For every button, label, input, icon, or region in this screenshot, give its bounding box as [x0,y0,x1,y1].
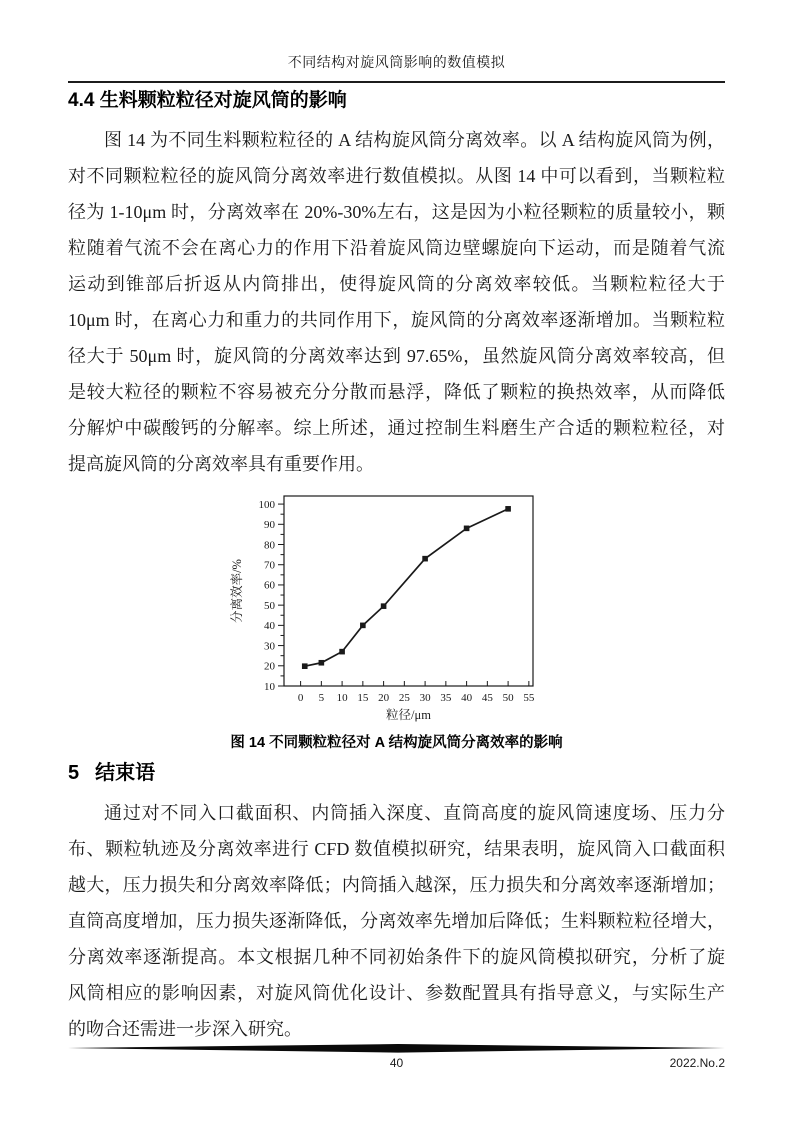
paragraph-line: 通过对不同入口截面积、内筒插入深度、直筒高度的旋风筒速度场、压力分 [104,803,725,823]
svg-text:90: 90 [263,519,275,532]
paragraph-line: 的吻合还需进一步深入研究。 [68,1019,302,1039]
svg-text:10: 10 [336,692,348,704]
paragraph-line: 风筒相应的影响因素，对旋风筒优化设计、参数配置具有指导意义，与实际生产 [68,983,725,1003]
svg-text:50: 50 [502,692,514,704]
figure-14-caption: 图 14 不同颗粒粒径对 A 结构旋风筒分离效率的影响 [230,735,563,751]
paragraph-line: 径大于 50μm 时，旋风筒的分离效率达到 97.65%，虽然旋风筒分离效率较高，但 [68,346,725,366]
section-4-4-heading: 4.4 生料颗粒粒径对旋风筒的影响 [68,90,347,111]
svg-text:0: 0 [297,692,303,704]
svg-text:30: 30 [263,640,275,653]
paragraph-1 [68,122,725,482]
issue-label: 2022.No.2 [669,1056,725,1070]
paragraph-line: 对不同颗粒粒径的旋风筒分离效率进行数值模拟。从图 14 中可以看到，当颗粒粒 [68,166,725,186]
paragraph-line: 提高旋风筒的分离效率具有重要作用。 [68,454,374,474]
svg-text:50: 50 [263,599,275,612]
svg-text:40: 40 [460,692,472,704]
svg-text:55: 55 [522,692,534,704]
svg-text:5: 5 [318,692,324,704]
footer-rule [68,1044,725,1053]
running-head: 不同结构对旋风筒影响的数值模拟 [68,54,725,83]
svg-text:30: 30 [419,692,431,704]
paragraph-line: 越大，压力损失和分离效率降低；内筒插入越深，压力损失和分离效率逐渐增加； [68,875,725,895]
paragraph-line: 直筒高度增加，压力损失逐渐降低，分离效率先增加后降低；生料颗粒粒径增大， [68,911,725,931]
svg-text:15: 15 [356,692,368,704]
figure-14 [68,486,725,753]
svg-text:10: 10 [263,680,275,693]
svg-text:粒径/μm: 粒径/μm [385,708,431,722]
paragraph-line: 分解炉中碳酸钙的分解率。综上所述，通过控制生料磨生产合适的颗粒粒径，对 [68,418,725,438]
svg-text:40: 40 [263,620,275,633]
svg-text:20: 20 [263,660,275,673]
paragraph-line: 运动到锥部后折返从内筒排出，使得旋风筒的分离效率较低。当颗粒粒径大于 [68,274,725,294]
paragraph-line: 10μm 时，在离心力和重力的共同作用下，旋风筒的分离效率逐渐增加。当颗粒粒 [68,310,725,330]
svg-text:100: 100 [258,498,275,511]
svg-text:70: 70 [263,559,275,572]
paragraph-line: 分离效率逐渐提高。本文根据几种不同初始条件下的旋风筒模拟研究，分析了旋 [68,947,725,967]
paragraph-line: 图 14 为不同生料颗粒粒径的 A 结构旋风筒分离效率。以 A 结构旋风筒为例， [104,130,725,150]
figure-14-line-chart [227,486,567,726]
svg-text:45: 45 [481,692,493,704]
page-footer [68,1044,725,1071]
paragraph-line: 是较大粒径的颗粒不容易被充分分散而悬浮，降低了颗粒的换热效率，从而降低 [68,382,725,402]
paragraph-2 [68,795,725,1047]
footer-row [68,1055,725,1071]
svg-text:35: 35 [439,692,451,704]
svg-text:25: 25 [398,692,410,704]
svg-text:分离效率/%: 分离效率/% [229,559,244,623]
page-number: 40 [389,1056,404,1070]
section-5-title: 结束语 [95,762,156,784]
section-5-number: 5 [68,762,80,784]
paragraph-line: 粒随着气流不会在离心力的作用下沿着旋风筒边壁螺旋向下运动，而是随着气流 [68,238,725,258]
section-5-heading [68,759,725,787]
svg-text:80: 80 [263,539,275,552]
paragraph-line: 径为 1-10μm 时，分离效率在 20%-30%左右，这是因为小粒径颗粒的质量较小，颗 [68,202,725,222]
svg-text:60: 60 [263,579,275,592]
svg-text:20: 20 [377,692,389,704]
paragraph-line: 布、颗粒轨迹及分离效率进行 CFD 数值模拟研究，结果表明，旋风筒入口截面积 [68,839,725,859]
